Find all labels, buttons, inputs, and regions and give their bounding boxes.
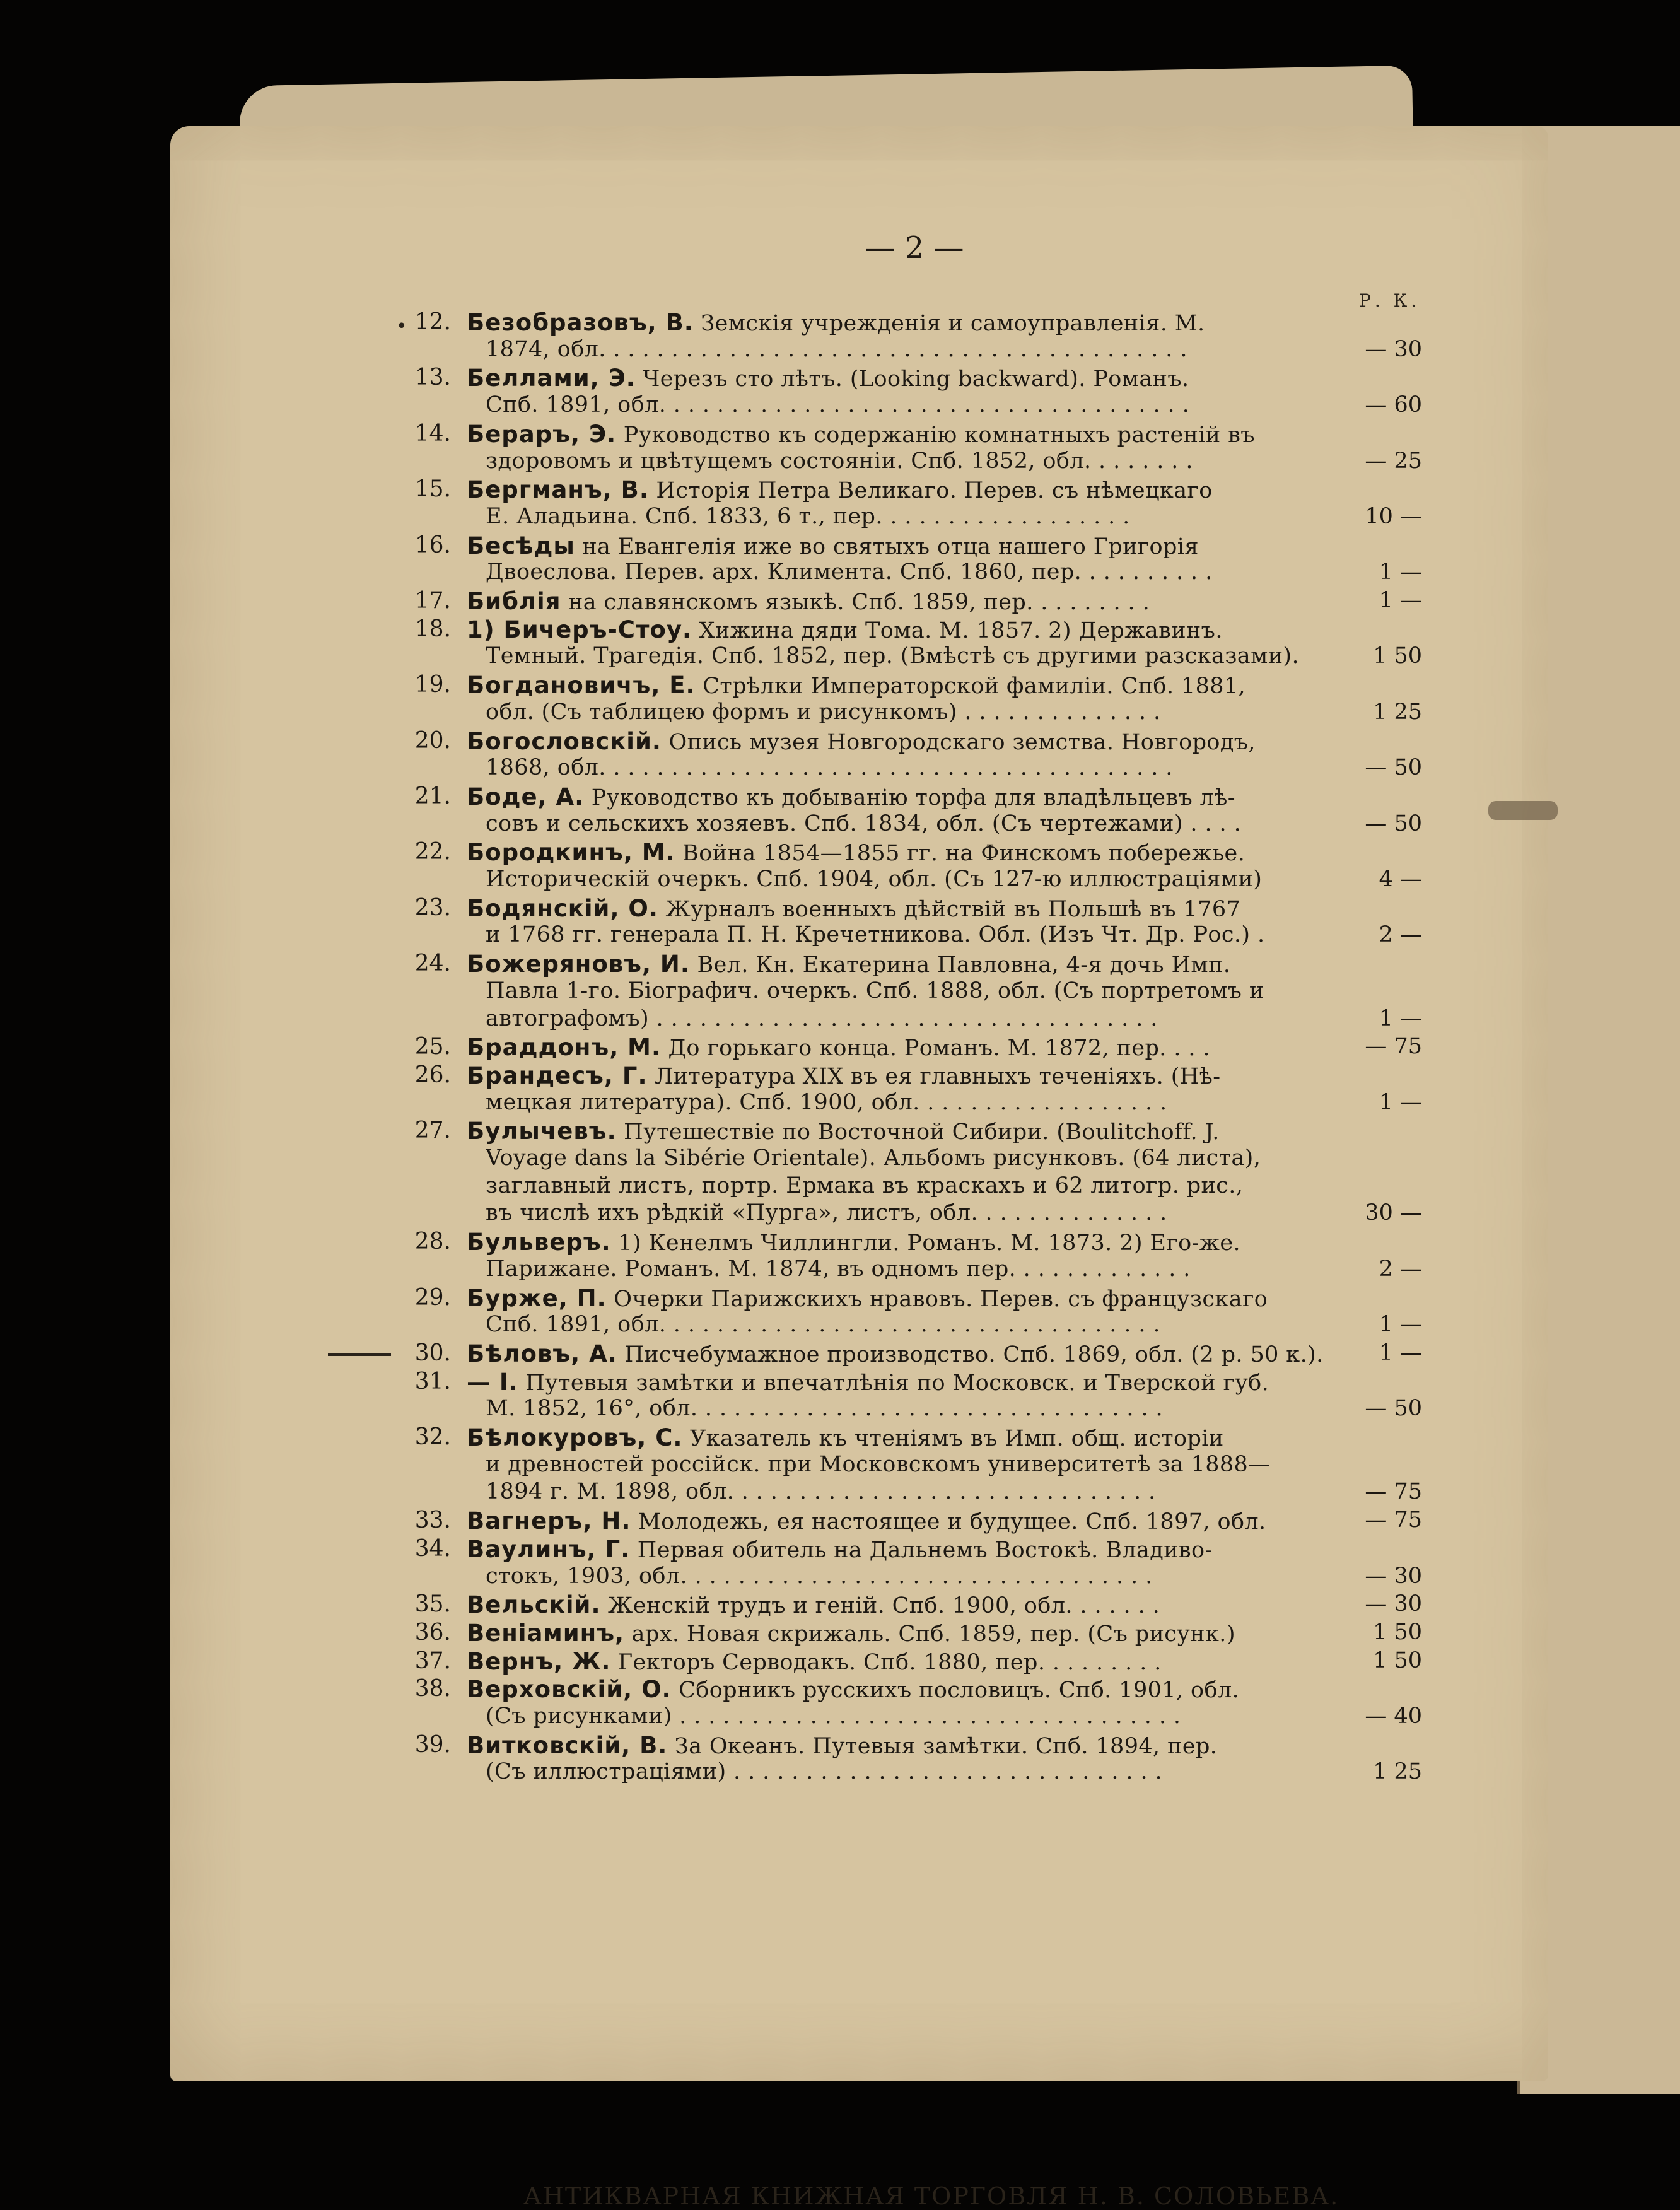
- entry-author: Вернъ, Ж.: [467, 1648, 611, 1675]
- entry-title: Путевыя замѣтки и впечатлѣнія по Московск. и Тверской губ.: [518, 1371, 1269, 1396]
- entry-number: 15.: [414, 476, 451, 502]
- entry-price: — 40: [1365, 1704, 1422, 1729]
- entry-author: Бульверъ.: [467, 1229, 611, 1256]
- entry-price: 1 —: [1379, 1090, 1422, 1115]
- entry-price: 2 —: [1379, 922, 1422, 947]
- entry-continuation: мецкая литература). Спб. 1900, обл. . . . . . . . . . . . . . . . . .: [486, 1090, 1167, 1115]
- entry-price: 1 —: [1379, 1312, 1422, 1337]
- entry-continuation: совъ и сельскихъ хозяевъ. Спб. 1834, обл. (Съ чертежами) . . . .: [486, 811, 1242, 836]
- entry-continuation: Павла 1-го. Біографич. очеркъ. Спб. 1888, обл. (Съ портретомъ и: [486, 978, 1264, 1003]
- entry-line: [467, 1507, 1343, 1535]
- entry-author: — I.: [467, 1369, 518, 1396]
- entry-number: 17.: [414, 588, 451, 614]
- entry-price: 1 50: [1373, 1648, 1422, 1673]
- entry-continuation: 1874, обл. . . . . . . . . . . . . . . . . . . . . . . . . . . . . . . . . . . . . . . . .: [486, 337, 1187, 362]
- entry-title: Очерки Парижскихъ нравовъ. Перев. съ французскаго: [606, 1287, 1268, 1312]
- entry-number: 29.: [414, 1285, 451, 1311]
- entry-line: [467, 476, 1343, 503]
- entry-price: 1 50: [1373, 643, 1422, 669]
- entry-line: [467, 728, 1343, 755]
- entry-number: 38.: [414, 1676, 451, 1702]
- entry-price: — 50: [1365, 811, 1422, 836]
- entry-title: Гекторъ Серводакъ. Спб. 1880, пер. . . . . . . . .: [610, 1650, 1162, 1675]
- entry-author: Беллами, Э.: [467, 365, 636, 392]
- entry-continuation: (Съ рисунками) . . . . . . . . . . . . . . . . . . . . . . . . . . . . . . . . . . .: [486, 1704, 1181, 1729]
- entry-author: Божеряновъ, И.: [467, 950, 690, 978]
- entry-continuation: и древностей россійск. при Московскомъ университетѣ за 1888—: [486, 1452, 1271, 1477]
- entry-author: Витковскій, В.: [467, 1732, 668, 1759]
- entry-title: Опись музея Новгородскаго земства. Новгородъ,: [661, 730, 1256, 755]
- entry-continuation: Voyage dans la Sibérie Orientale). Альбомъ рисунковъ. (64 листа),: [486, 1145, 1261, 1171]
- entry-continuation: 1868, обл. . . . . . . . . . . . . . . . . . . . . . . . . . . . . . . . . . . . . . . .: [486, 755, 1173, 780]
- entry-line: [467, 1340, 1343, 1367]
- entry-number: 39.: [414, 1732, 451, 1758]
- entry-title: Руководство къ добыванію торфа для владѣльцевъ лѣ-: [584, 785, 1236, 810]
- entry-line: [467, 421, 1343, 448]
- entry-line: [467, 1229, 1343, 1256]
- entry-continuation: въ числѣ ихъ рѣдкій «Пурга», листъ, обл. . . . . . . . . . . . . .: [486, 1200, 1167, 1225]
- entry-title: Путешествіе по Восточной Сибири. (Boulitchoff. J.: [616, 1120, 1220, 1145]
- entry-author: Безобразовъ, В.: [467, 309, 694, 336]
- entry-title: Литература XIX въ ея главныхъ теченіяхъ. (Нѣ-: [647, 1064, 1221, 1089]
- entry-author: Бурже, П.: [467, 1285, 607, 1312]
- entry-price: — 30: [1365, 1591, 1422, 1617]
- entry-price: — 25: [1365, 448, 1422, 474]
- entry-line: [467, 1285, 1343, 1312]
- entry-number: 31.: [414, 1369, 451, 1394]
- entry-title: За Океанъ. Путевыя замѣтки. Спб. 1894, пер.: [667, 1734, 1218, 1759]
- entry-title: Руководство къ содержанію комнатныхъ растеній въ: [616, 423, 1255, 448]
- entry-title: на Евангелія иже во святыхъ отца нашего Григорія: [575, 534, 1199, 559]
- binding-thread: [1488, 801, 1558, 820]
- entry-continuation: 1894 г. М. 1898, обл. . . . . . . . . . . . . . . . . . . . . . . . . . . . . .: [486, 1479, 1156, 1504]
- entry-line: [467, 309, 1343, 336]
- entry-number: 13.: [414, 365, 451, 390]
- entry-continuation: Парижане. Романъ. М. 1874, въ одномъ пер. . . . . . . . . . . . .: [486, 1256, 1191, 1282]
- entry-title: Писчебумажное производство. Спб. 1869, обл. (2 р. 50 к.).: [617, 1342, 1324, 1367]
- entry-continuation: (Съ иллюстраціями) . . . . . . . . . . . . . . . . . . . . . . . . . . . . . .: [486, 1759, 1163, 1784]
- entry-number: 18.: [414, 616, 451, 642]
- entry-number: 28.: [414, 1229, 451, 1254]
- entry-continuation: Спб. 1891, обл. . . . . . . . . . . . . . . . . . . . . . . . . . . . . . . . . . .: [486, 1312, 1160, 1337]
- entry-price: 1 —: [1379, 1340, 1422, 1365]
- entry-number: 34.: [414, 1536, 451, 1562]
- entry-line: [467, 365, 1343, 392]
- entry-number: 23.: [414, 895, 451, 921]
- entry-title: Сборникъ русскихъ пословицъ. Спб. 1901, обл.: [671, 1678, 1240, 1703]
- entry-number: 35.: [414, 1591, 451, 1617]
- entry-price: 1 —: [1379, 559, 1422, 585]
- entry-continuation: стокъ, 1903, обл. . . . . . . . . . . . . . . . . . . . . . . . . . . . . . . . .: [486, 1564, 1153, 1589]
- entry-number: 33.: [414, 1507, 451, 1533]
- entry-author: Богдановичъ, Е.: [467, 672, 696, 699]
- entry-title: Женскій трудъ и геній. Спб. 1900, обл. . . . . . .: [600, 1593, 1160, 1618]
- margin-dot: •: [396, 315, 407, 337]
- entry-line: [467, 1620, 1343, 1647]
- entry-price: — 75: [1365, 1034, 1422, 1059]
- entry-title: 1) Кенелмъ Чиллингли. Романъ. М. 1873. 2) Его-же.: [610, 1231, 1241, 1256]
- entry-number: 22.: [414, 839, 451, 865]
- entry-title: Черезъ сто лѣтъ. (Looking backward). Романъ.: [635, 366, 1189, 392]
- entry-author: Булычевъ.: [467, 1118, 617, 1145]
- entry-price: — 50: [1365, 1396, 1422, 1421]
- entry-continuation: Спб. 1891, обл. . . . . . . . . . . . . . . . . . . . . . . . . . . . . . . . . . . . .: [486, 392, 1190, 418]
- entry-number: 12.: [414, 309, 451, 335]
- page-number: — 2 —: [865, 230, 964, 266]
- entry-price: 1 50: [1373, 1620, 1422, 1645]
- entry-author: Бераръ, Э.: [467, 421, 617, 448]
- entry-line: [467, 950, 1343, 978]
- entry-continuation: заглавный листъ, портр. Ермака въ краскахъ и 62 литогр. рис.,: [486, 1173, 1244, 1198]
- entry-title: арх. Новая скрижаль. Спб. 1859, пер. (Съ рисунк.): [624, 1622, 1235, 1647]
- entry-number: 32.: [414, 1424, 451, 1450]
- entry-title: Молодежь, ея настоящее и будущее. Спб. 1897, обл.: [631, 1509, 1266, 1535]
- entry-author: Богословскій.: [467, 728, 662, 755]
- entry-price: 1 25: [1373, 1759, 1422, 1784]
- entry-price: 2 —: [1379, 1256, 1422, 1282]
- entry-price: — 50: [1365, 755, 1422, 780]
- footer: АНТИКВАРНАЯ КНИЖНАЯ ТОРГОВЛЯ Н. В. СОЛОВЬЕВА.: [523, 2182, 1339, 2210]
- entry-number: 37.: [414, 1648, 451, 1674]
- entry-line: [467, 1732, 1343, 1759]
- entry-title: Первая обитель на Дальнемъ Востокѣ. Владиво-: [630, 1538, 1213, 1563]
- entry-number: 25.: [414, 1034, 451, 1060]
- entry-line: [467, 616, 1343, 643]
- entry-line: [467, 1536, 1343, 1563]
- entry-price: 10 —: [1365, 504, 1422, 529]
- entry-price: 1 25: [1373, 699, 1422, 725]
- entry-price: 4 —: [1379, 867, 1422, 892]
- entry-title: До горькаго конца. Романъ. М. 1872, пер. . . .: [661, 1036, 1210, 1061]
- entry-continuation: и 1768 гг. генерала П. Н. Кречетникова. Обл. (Изъ Чт. Др. Рос.) .: [486, 922, 1265, 947]
- entry-author: Верховскій, О.: [467, 1676, 672, 1703]
- entry-number: 21.: [414, 783, 451, 809]
- entry-line: [467, 1034, 1343, 1061]
- entry-number: 14.: [414, 421, 451, 447]
- entry-price: — 30: [1365, 1564, 1422, 1589]
- entry-line: [467, 1591, 1343, 1618]
- entry-line: [467, 1369, 1343, 1396]
- entry-line: [467, 783, 1343, 810]
- entry-number: 30.: [414, 1340, 451, 1366]
- entry-author: Библія: [467, 588, 561, 615]
- entry-line: [467, 895, 1343, 922]
- entry-continuation: здоровомъ и цвѣтущемъ состояніи. Спб. 1852, обл. . . . . . . .: [486, 448, 1193, 474]
- entry-author: Ваулинъ, Г.: [467, 1536, 631, 1563]
- entry-number: 24.: [414, 950, 451, 976]
- currency-header: Р. К.: [1359, 290, 1421, 311]
- entry-continuation: обл. (Съ таблицею формъ и рисункомъ) . . . . . . . . . . . . . .: [486, 699, 1161, 725]
- entry-continuation: Темный. Трагедія. Спб. 1852, пер. (Вмѣстѣ съ другими разсказами).: [486, 643, 1300, 669]
- entry-price: — 75: [1365, 1479, 1422, 1504]
- entry-title: на славянскомъ языкѣ. Спб. 1859, пер. . . . . . . . .: [561, 590, 1150, 615]
- entry-author: Бергманъ, В.: [467, 476, 649, 503]
- entry-title: Вел. Кн. Екатерина Павловна, 4-я дочь Имп.: [689, 952, 1231, 978]
- entry-price: — 60: [1365, 392, 1422, 418]
- entry-price: — 30: [1365, 337, 1422, 362]
- entry-title: Хижина дяди Тома. М. 1857. 2) Державинъ.: [692, 618, 1223, 643]
- entry-number: 26.: [414, 1062, 451, 1088]
- entry-number: 36.: [414, 1620, 451, 1646]
- entry-number: 20.: [414, 728, 451, 754]
- entry-number: 19.: [414, 672, 451, 698]
- entry-line: [467, 1424, 1343, 1451]
- entry-continuation: Двоеслова. Перев. арх. Климента. Спб. 1860, пер. . . . . . . . . .: [486, 559, 1213, 585]
- entry-author: Брандесъ, Г.: [467, 1062, 648, 1089]
- entry-author: Вагнеръ, Н.: [467, 1507, 631, 1535]
- entry-line: [467, 839, 1343, 866]
- entry-author: Боде, А.: [467, 783, 585, 810]
- margin-mark: [328, 1353, 391, 1356]
- entry-number: 27.: [414, 1118, 451, 1143]
- entry-line: [467, 672, 1343, 699]
- entry-continuation: Историческій очеркъ. Спб. 1904, обл. (Съ 127-ю иллюстраціями): [486, 867, 1263, 892]
- entry-price: 30 —: [1365, 1200, 1422, 1225]
- entry-author: Браддонъ, М.: [467, 1034, 662, 1061]
- entry-title: Исторія Петра Великаго. Перев. съ нѣмецкаго: [648, 478, 1213, 503]
- entry-line: [467, 1648, 1343, 1675]
- entry-author: Бѣлокуровъ, С.: [467, 1424, 683, 1451]
- entry-title: Война 1854—1855 гг. на Финскомъ побережье.: [675, 841, 1245, 866]
- entry-title: Журналъ военныхъ дѣйствій въ Польшѣ въ 1767: [658, 897, 1241, 922]
- entry-continuation: М. 1852, 16°, обл. . . . . . . . . . . . . . . . . . . . . . . . . . . . . . . . .: [486, 1396, 1164, 1421]
- entry-author: Веніаминъ,: [467, 1620, 625, 1647]
- entry-line: [467, 1676, 1343, 1703]
- entry-line: [467, 1118, 1343, 1145]
- entry-author: Бѣловъ, А.: [467, 1340, 617, 1367]
- entry-line: [467, 588, 1343, 615]
- entry-continuation: автографомъ) . . . . . . . . . . . . . . . . . . . . . . . . . . . . . . . . . . .: [486, 1006, 1158, 1031]
- entry-title: Указатель къ чтеніямъ въ Имп. общ. исторіи: [682, 1426, 1224, 1451]
- entry-author: Бородкинъ, М.: [467, 839, 675, 866]
- entry-continuation: Е. Аладьина. Спб. 1833, 6 т., пер. . . . . . . . . . . . . . . . . .: [486, 504, 1130, 529]
- entry-price: 1 —: [1379, 588, 1422, 613]
- entry-price: — 75: [1365, 1507, 1422, 1533]
- entry-line: [467, 1062, 1343, 1089]
- entry-title: Стрѣлки Императорской фамиліи. Спб. 1881,: [695, 674, 1246, 699]
- entry-number: 16.: [414, 532, 451, 558]
- entry-author: Вельскій.: [467, 1591, 601, 1618]
- entry-author: 1) Бичеръ-Стоу.: [467, 616, 692, 643]
- entry-title: Земскія учрежденія и самоуправленія. М.: [693, 311, 1205, 336]
- entry-price: 1 —: [1379, 1006, 1422, 1031]
- entry-author: Бодянскій, О.: [467, 895, 658, 922]
- entry-author: Бесѣды: [467, 532, 575, 559]
- entry-line: [467, 532, 1343, 559]
